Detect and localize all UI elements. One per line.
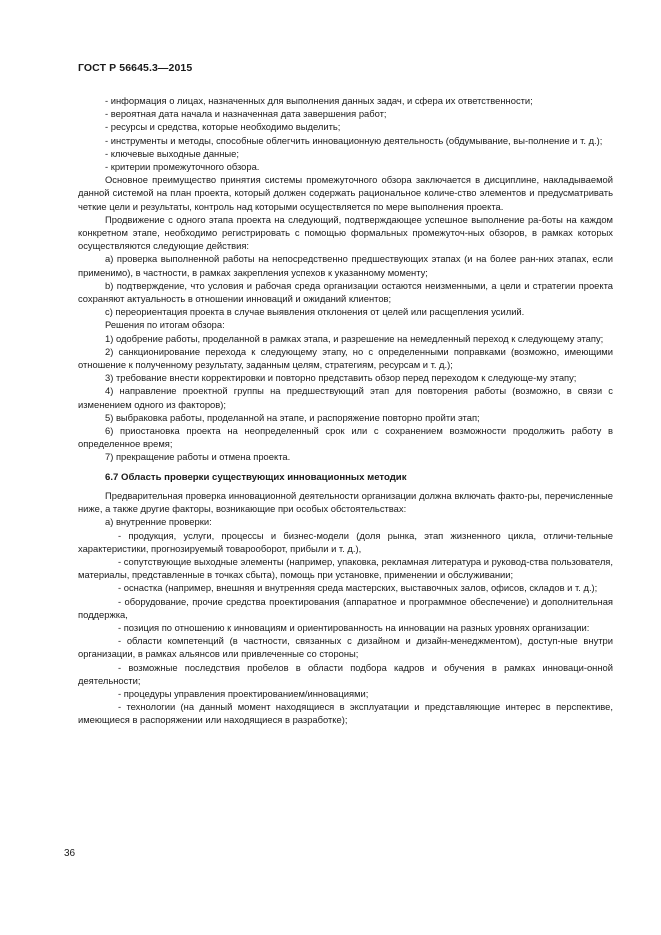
paragraph: 2) санкционирование перехода к следующему этапу, но с определенными поправками (возможно, имеющими отношение к полученному результату, заданным целям, стратегиям, ресурсам и т. д.); bbox=[78, 345, 613, 371]
paragraph: 1) одобрение работы, проделанной в рамках этапа, и разрешение на немедленный переход к следующему этапу; bbox=[105, 332, 604, 344]
paragraph: - ключевые выходные данные; bbox=[105, 147, 239, 159]
document-body bbox=[78, 94, 613, 727]
page-number: 36 bbox=[64, 848, 76, 859]
paragraph: Продвижение с одного этапа проекта на следующий, подтверждающее успешное выполнение ра-боты на каждом конкретном этапе, необходимо регистрировать с помощью формальных промежуточ-ных обзоров, в рамках которых осуществляются следующие действия: bbox=[78, 213, 613, 252]
document-header: ГОСТ Р 56645.3—2015 bbox=[78, 62, 193, 74]
paragraph: 5) выбраковка работы, проделанной на этапе, и распоряжение повторно пройти этап; bbox=[105, 411, 480, 423]
paragraph: - области компетенций (в частности, связанных с дизайном и дизайн-менеджментом), доступ-ные внутри организации, в рамках альянсов или привлеченные со стороны; bbox=[78, 635, 613, 660]
paragraph: - вероятная дата начала и назначенная дата завершения работ; bbox=[105, 108, 387, 120]
section-heading: 6.7 Область проверки существующих инновационных методик bbox=[105, 471, 407, 483]
paragraph: a) проверка выполненной работы на непосредственно предшествующих этапах (и на более ран-них этапах, если применимо), в частности, в рамках закрепления успехов к указанному моменту; bbox=[78, 253, 613, 278]
paragraph: - сопутствующие выходные элементы (например, упаковка, рекламная литература и руковод-ства пользователя, материалы, представленные в точках сбыта), помощь при установке, применении и обслуживании; bbox=[78, 555, 613, 581]
paragraph: - информация о лицах, назначенных для выполнения данных задач, и сфера их ответственности; bbox=[105, 95, 533, 106]
paragraph: - оборудование, прочие средства проектирования (аппаратное и программное обеспечение) и дополнительная поддержка, bbox=[78, 595, 613, 620]
paragraph: 3) требование внести корректировки и повторно представить обзор перед переходом к следующе-му этапу; bbox=[105, 372, 577, 384]
paragraph: - ресурсы и средства, которые необходимо выделить; bbox=[105, 121, 341, 133]
paragraph: - оснастка (например, внешняя и внутренняя среда мастерских, выставочных залов, офисов, складов и т. д.); bbox=[118, 582, 598, 594]
paragraph: 7) прекращение работы и отмена проекта. bbox=[105, 451, 291, 463]
paragraph: b) подтверждение, что условия и рабочая среда организации остаются неизменными, а цели и стратегии проекта сохраняют актуальность в отношении инноваций и ожиданий клиентов; bbox=[78, 279, 613, 305]
paragraph: Предварительная проверка инновационной деятельности организации должна включать факто-ры, перечисленные ниже, а также другие факторы, возникающие при особых обстоятельствах: bbox=[78, 489, 613, 515]
paragraph: - продукция, услуги, процессы и бизнес-модели (доля рынка, этап жизненного цикла, отличи-тельные характеристики, прогнозируемый товарооборот, прибыли и т. д.), bbox=[78, 529, 613, 554]
paragraph: Решения по итогам обзора: bbox=[105, 319, 225, 331]
paragraph: - технологии (на данный момент находящиеся в эксплуатации и представляющие интерес в перспективе, имеющиеся в распоряжении или находящиеся в разработке); bbox=[78, 701, 613, 726]
paragraph: Основное преимущество принятия системы промежуточного обзора заключается в дисциплине, накладываемой данной системой на план проекта, который должен содержать рациональное количе-ство элементов и предусматривать четкие цели и результаты, контроль над которыми осуществляется по мере выполнения проекта. bbox=[78, 174, 613, 212]
paragraph: c) переориентация проекта в случае выявления отклонения от целей или расщепления усилий. bbox=[105, 306, 525, 318]
paragraph: 4) направление проектной группы на предшествующий этап для повторения работы (возможно, в связи с изменением одного из факторов); bbox=[78, 385, 613, 410]
paragraph: - возможные последствия пробелов в области подбора кадров и обучения в рамках инноваци-онной деятельности; bbox=[78, 661, 613, 686]
paragraph: - процедуры управления проектированием/инновациями; bbox=[118, 687, 369, 699]
paragraph: 6) приостановка проекта на неопределенный срок или с сохранением возможности продолжить работу в определенное время; bbox=[78, 425, 613, 450]
paragraph: - критерии промежуточного обзора. bbox=[105, 161, 260, 173]
paragraph: - инструменты и методы, способные облегчить инновационную деятельность (обдумывание, вы-полнение и т. д.); bbox=[105, 134, 603, 146]
paragraph: - позиция по отношению к инновациям и ориентированность на инновации на разных уровнях организации: bbox=[118, 621, 590, 633]
paragraph: a) внутренние проверки: bbox=[105, 516, 212, 528]
